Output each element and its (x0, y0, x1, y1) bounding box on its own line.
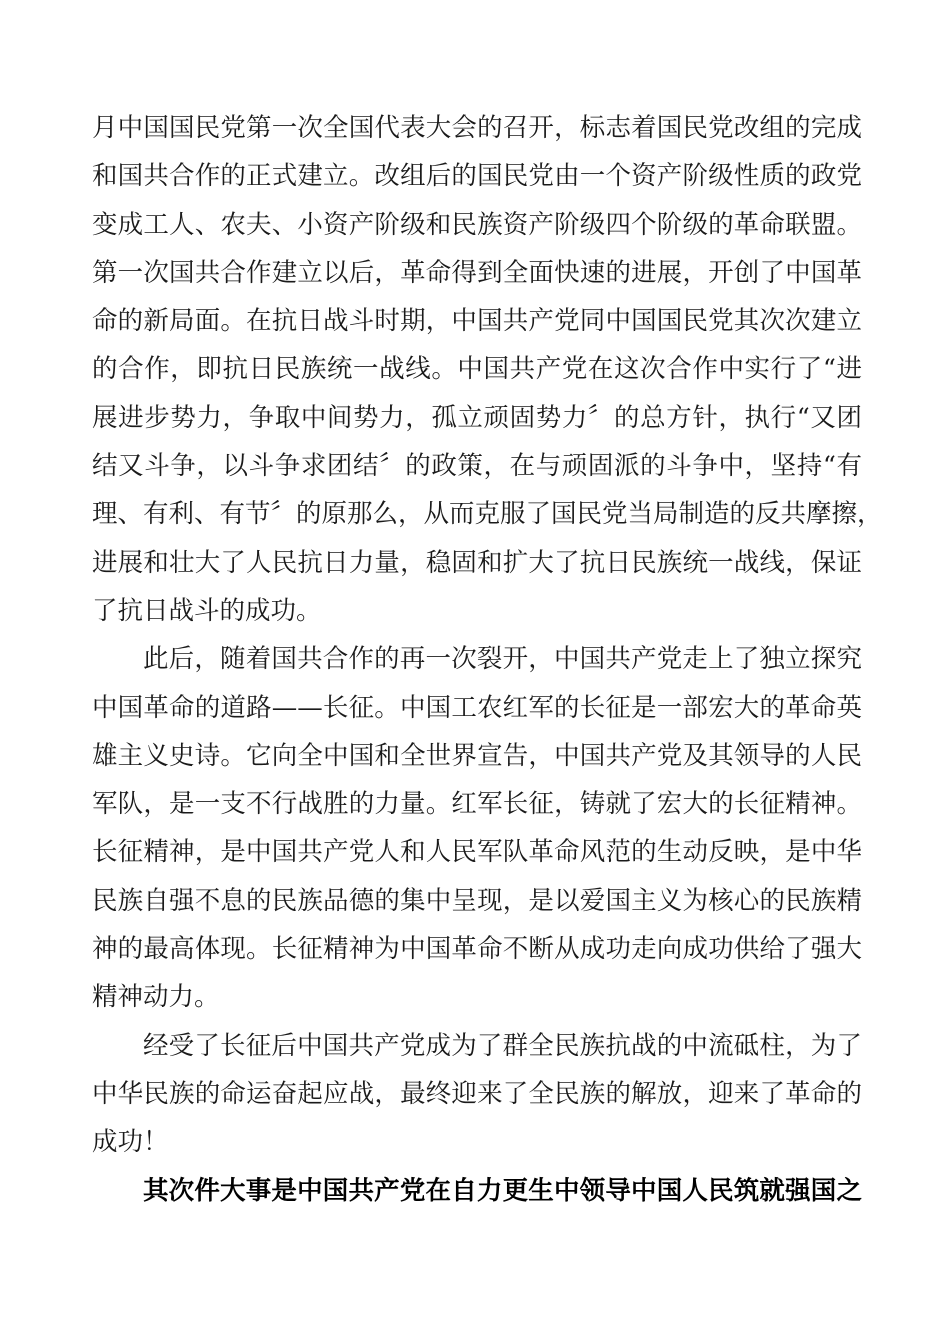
bold-heading-line: 其次件大事是中国共产党在自力更生中领导中国人民筑就强国之 (143, 1175, 862, 1206)
text-line: 成功！ (92, 1127, 169, 1158)
text-line: 第一次国共合作建立以后，革命得到全面快速的进展，开创了中国革 (92, 257, 862, 288)
paragraph-4-heading (92, 1167, 862, 1215)
text-line: 中华民族的命运奋起应战，最终迎来了全民族的解放，迎来了革命的 (92, 1078, 862, 1109)
text-line: 了抗日战斗的成功。 (92, 595, 322, 626)
text-line: 精神动力。 (92, 982, 220, 1013)
document-page (92, 104, 883, 1215)
text-line: 中国革命的道路——长征。中国工农红军的长征是一部宏大的革命英 (92, 692, 862, 723)
text-line: 月中国国民党第一次全国代表大会的召开，标志着国民党改组的完成 (92, 113, 862, 143)
paragraph-1 (92, 104, 883, 635)
text-line: 雄主义史诗。它向全中国和全世界宣告，中国共产党及其领导的人民 (92, 740, 862, 771)
text-line: 神的最高体现。长征精神为中国革命不断从成功走向成功供给了强大 (92, 934, 862, 965)
text-line: 长征精神，是中国共产党人和人民军队革命风范的生动反映，是中华 (92, 837, 862, 868)
text-line: 展进步势力，争取中间势力，孤立顽固势力〞的总方针，执行“又团 (92, 402, 862, 433)
text-line: 命的新局面。在抗日战斗时期，中国共产党同中国国民党其次次建立 (92, 306, 862, 337)
paragraph-2 (92, 635, 862, 1021)
paragraph-3 (92, 1022, 862, 1167)
text-line: 经受了长征后中国共产党成为了群全民族抗战的中流砥柱，为了 (143, 1030, 862, 1061)
text-line: 进展和壮大了人民抗日力量，稳固和扩大了抗日民族统一战线，保证 (92, 547, 862, 578)
text-line: 和国共合作的正式建立。改组后的国民党由一个资产阶级性质的政党 (92, 161, 862, 192)
text-line: 变成工人、农夫、小资产阶级和民族资产阶级四个阶级的革命联盟。 (92, 209, 862, 240)
text-line: 此后，随着国共合作的再一次裂开，中国共产党走上了独立探究 (143, 644, 862, 675)
text-line: 民族自强不息的民族品德的集中呈现，是以爱国主义为核心的民族精 (92, 885, 862, 916)
text-line: 的合作，即抗日民族统一战线。中国共产党在这次合作中实行了“进 (92, 354, 862, 385)
text-line: 结又斗争，以斗争求团结〞的政策，在与顽固派的斗争中，坚持“有 (92, 451, 862, 482)
text-line: 理、有利、有节〞的原那么，从而克服了国民党当局制造的反共摩擦， (92, 499, 883, 530)
text-line: 军队，是一支不行战胜的力量。红军长征，铸就了宏大的长征精神。 (92, 789, 862, 820)
